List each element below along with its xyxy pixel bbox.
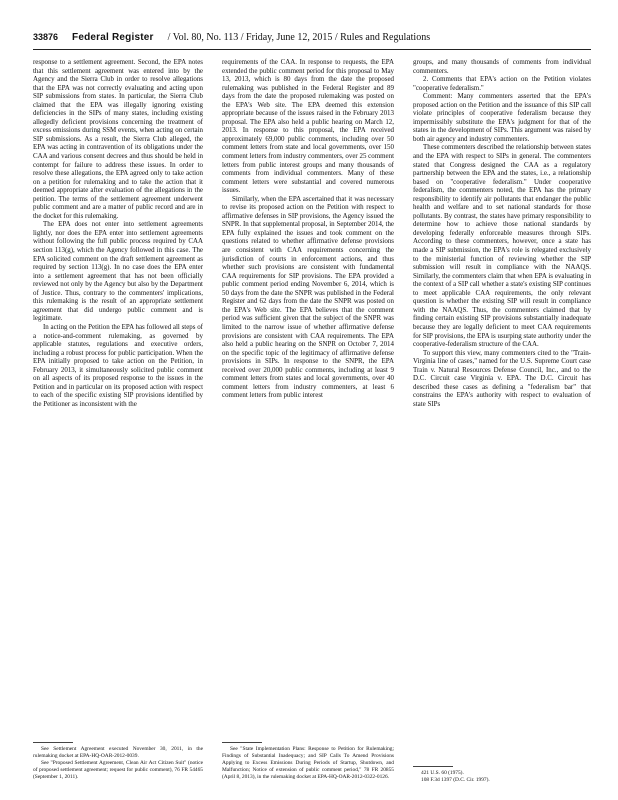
column-3	[413, 58, 591, 764]
publication-title: Federal Register	[72, 32, 154, 43]
page-header	[33, 32, 591, 46]
paragraph: In acting on the Petition the EPA has followed all steps of a notice-and-comment rulemaking, as governed by applicable statutes, regulations and executive orders, including a robust process for public participation. When the EPA initially proposed to take action on the Petition, in February 2013, it simultaneously solicited public comment on all aspects of its proposed response to the issues in the Petition and in particular on its proposed action with respect to each of the specific existing SIP provisions identified by the Petitioner as inconsistent with the	[33, 322, 203, 408]
footnotes-column-3	[413, 770, 591, 784]
footnotes-column-2	[222, 746, 394, 781]
footnote: See "State Implementation Plans: Response to Petition for Rulemaking; Findings of Substantial Inadequacy; and SIP Calls To Amend Provisions Applying to Excess Emissions During Periods of Startup, Shutdown, and Malfunction; Notice of extension of public comment period," 78 FR 20855 (April 8, 2013), in the rulemaking docket at EPA-HQ-OAR-2012-0322-0126.	[222, 746, 394, 780]
footnote-rule	[413, 766, 453, 767]
footnote: 108 F.3d 1397 (D.C. Cir. 1997).	[421, 776, 490, 783]
footnote: See Settlement Agreement executed November 30, 2011, in the rulemaking docket at EPA-HQ-OAR-2012-0039.	[33, 746, 203, 759]
paragraph: Comment: Many commenters asserted that the EPA's proposed action on the Petition and the issuance of this SIP call violate principles of cooperative federalism because they impermissibly substitute the EPA's judgment for that of the states in the development of SIPs. This argument was raised by both air agency and industry commenters.	[413, 92, 591, 143]
section-heading: 2. Comments that EPA's action on the Petition violates "cooperative federalism."	[413, 75, 591, 92]
issue-line: / Vol. 80, No. 113 / Friday, June 12, 2015 / Rules and Regulations	[167, 32, 431, 43]
paragraph: requirements of the CAA. In response to requests, the EPA extended the public comment period for this proposal to May 13, 2013, which is 80 days from the date the proposed rulemaking was published in the Federal Register and 89 days from the date the proposed rulemaking was posted on the EPA's Web site. The EPA deemed this extension appropriate because of the issues raised in the February 2013 proposal. The EPA also held a public hearing on March 12, 2013. In response to this proposal, the EPA received approximately 69,000 public comments, including over 50 comment letters from state and local governments, over 150 comment letters from industry commenters, over 25 comment letters from public interest groups and many thousands of comments from individual commenters. Many of these comment letters were substantial and covered numerous issues.	[222, 58, 394, 195]
paragraph: groups, and many thousands of comments from individual commenters.	[413, 58, 591, 75]
paragraph: Similarly, when the EPA ascertained that it was necessary to revise its proposed action on the Petition with respect to affirmative defenses in SIP provisions, the Agency issued the SNPR. In that supplemental proposal, in September 2014, the EPA fully explained the issues and took comment on the questions related to whether affirmative defense provisions are consistent with CAA requirements concerning the jurisdiction of courts in enforcement actions, and thus whether such provisions are consistent with fundamental CAA requirements for SIP provisions. The EPA provided a public comment period ending November 6, 2014, which is 50 days from the date the SNPR was published in the Federal Register and 62 days from the date the SNPR was posted on the EPA's Web site. The EPA believes that the comment period was sufficient given that the subject of the SNPR was limited to the narrow issue of whether affirmative defense provisions are consistent with CAA requirements. The EPA also held a public hearing on the SNPR on October 7, 2014 on the specific topic of the legitimacy of affirmative defense provisions in SIPs. In response to the SNPR, the EPA received over 20,000 public comments, including at least 9 comment letters from states and local governments, over 40 comment letters from industry commenters, at least 6 comment letters from public interest	[222, 194, 394, 400]
paragraph: The EPA does not enter into settlement agreements lightly, nor does the EPA enter into settlement agreements without following the full public process required by CAA section 113(g), which the Agency followed in this case. The EPA solicited comment on the draft settlement agreement as required by section 113(g). In no case does the EPA enter into a settlement agreement that has not been officially reviewed not only by the Agency but also by the Department of Justice. Thus, contrary to the commenters' implications, this rulemaking is the result of an appropriate settlement agreement that did undergo public comment and is legitimate.	[33, 220, 203, 323]
footnotes-column-1	[33, 746, 203, 781]
footnote: See "Proposed Settlement Agreement, Clean Air Act Citizen Suit" (notice of proposed settlement agreement; request for public comment), 76 FR 54465 (September 1, 2011).	[33, 759, 203, 780]
page-number: 33876	[33, 32, 59, 42]
footnote: 421 U.S. 60 (1975).	[421, 770, 464, 776]
footnote-rule	[33, 742, 73, 743]
column-2	[222, 58, 394, 736]
header-rule	[33, 49, 591, 50]
paragraph: These commenters described the relationship between states and the EPA with respect to SIPs in general. The commenters stated that Congress designed the CAA as a regulatory partnership between the EPA and the states, i.e., a relationship based on "cooperative federalism." Under cooperative federalism, the commenters noted, the EPA has the primary responsibility to identify air pollutants that endanger the public health and welfare and to set national standards for those pollutants. By contrast, the states have primary responsibility to determine how to achieve those national standards by developing federally enforceable measures through SIPs. According to these commenters, however, once a state has made a SIP submission, the EPA's role is relegated exclusively to the ministerial function of reviewing whether the SIP submission will result in compliance with the NAAQS. Similarly, the commenters claim that when EPA is evaluating in the context of a SIP call whether a state's existing SIP continues to meet applicable CAA requirements, the only relevant question is whether the existing SIP will result in compliance with the NAAQS. Thus, the commenters claimed that by finding certain existing SIP provisions substantially inadequate because they are legally deficient to meet CAA requirements for SIP provisions, the EPA is usurping state authority under the cooperative-federalism structure of the CAA.	[413, 143, 591, 349]
footnote-rule	[222, 742, 262, 743]
column-1	[33, 58, 203, 738]
paragraph: response to a settlement agreement. Second, the EPA notes that this settlement agreement was entered into by the Agency and the Sierra Club in order to resolve allegations that the EPA was not correctly evaluating and acting upon SIP submissions from states. In particular, the Sierra Club claimed that the EPA was illegally ignoring existing deficiencies in the SIPs of many states, including existing allegedly deficient provisions concerning the treatment of excess emissions during SSM events, when acting on certain SIP submissions. As a result, the Sierra Club alleged, the EPA was acting in contravention of its obligations under the CAA and various consent decrees and thus should be held in contempt for failure to address these issues. In order to resolve these allegations, the EPA agreed only to take action on a petition for rulemaking and to take the action that it deemed appropriate after evaluation of the allegations in the petition. The terms of the settlement agreement underwent public comment and are a matter of public record and are in the docket for this rulemaking.	[33, 58, 203, 220]
paragraph: To support this view, many commenters cited to the "Train-Virginia line of cases," named for the U.S. Supreme Court case Train v. Natural Resources Defense Council, Inc., and to the D.C. Circuit case Virginia v. EPA. The D.C. Circuit has described these cases as defining a "federalism bar" that constrains the EPA's authority with respect to evaluation of state SIPs	[413, 348, 591, 408]
